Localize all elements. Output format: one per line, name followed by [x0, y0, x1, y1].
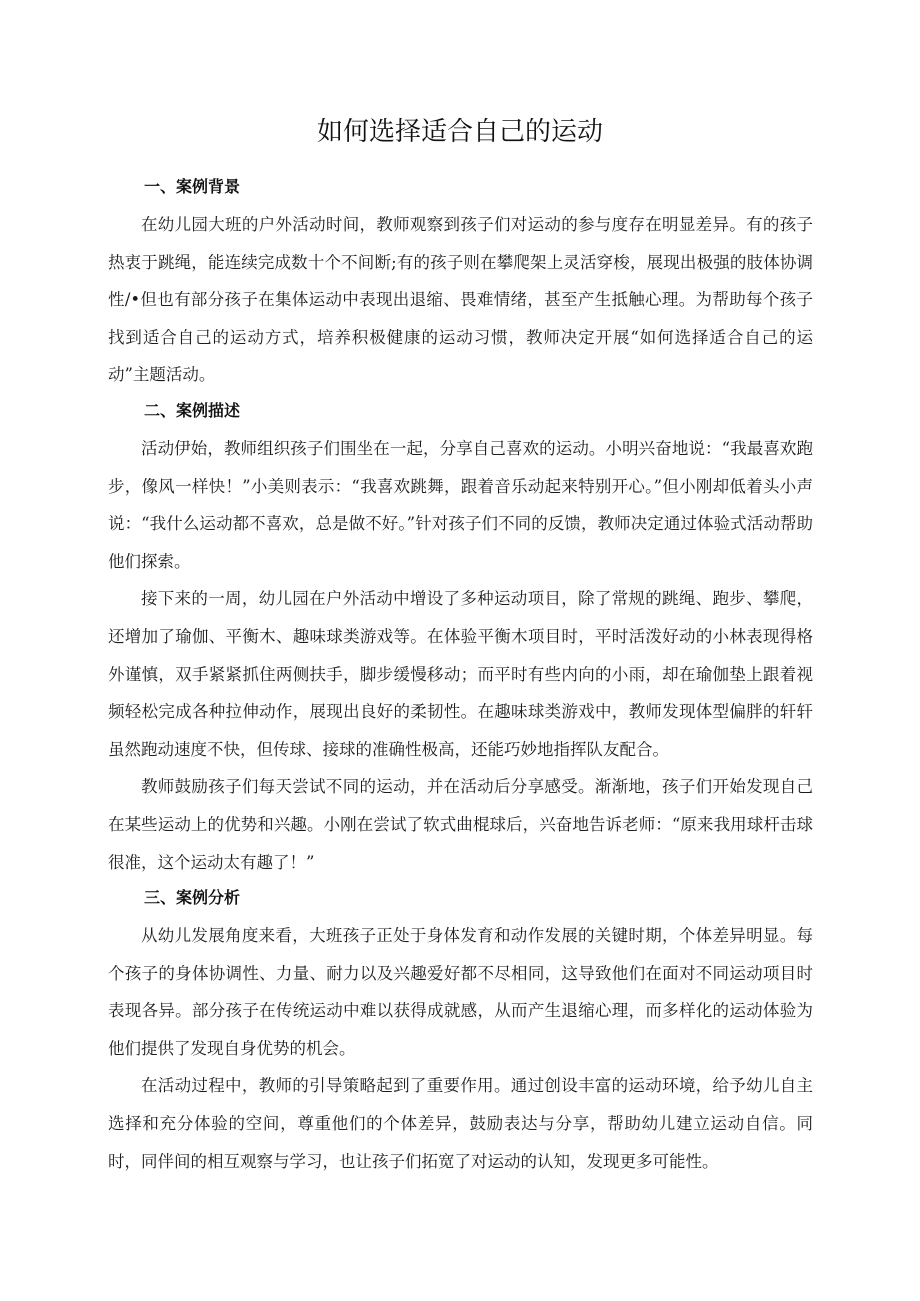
section-heading-description: 二、案例描述 — [144, 400, 241, 420]
paragraph-description-2: 接下来的一周，幼儿园在户外活动中增设了多种运动项目，除了常规的跳绳、跑步、攀爬，还增加了瑜伽、平衡木、趣味球类游戏等。在体验平衡木项目时，平时活泼好动的小林表现得格外谨慎，双手紧紧抓住两侧扶手，脚步缓慢移动；而平时有些内向的小雨，却在瑜伽垫上跟着视频轻松完成各种拉伸动作，展现出良好的柔韧性。在趣味球类游戏中，教师发现体型偏胖的轩轩虽然跑动速度不快，但传球、接球的准确性极高，还能巧妙地指挥队友配合。 — [108, 589, 813, 759]
section-heading-background: 一、案例背景 — [144, 177, 241, 196]
paragraph-background: 在幼儿园大班的户外活动时间，教师观察到孩子们对运动的参与度存在明显差异。有的孩子热衷于跳绳，能连续完成数十个不间断;有的孩子则在攀爬架上灵活穿梭，展现出极强的肢体协调性/•但也有部分孩子在集体运动中表现出退缩、畏难情绪，甚至产生抵触心理。为帮助每个孩子找到适合自己的运动方式，培养积极健康的运动习惯，教师决定开展“如何选择适合自己的运动”主题活动。 — [108, 215, 813, 385]
paragraph-description-1: 活动伊始，教师组织孩子们围坐在一起，分享自己喜欢的运动。小明兴奋地说：“我最喜欢跑步，像风一样快！”小美则表示：“我喜欢跳舞，跟着音乐动起来特别开心。”但小刚却低着头小声说：“我什么运动都不喜欢，总是做不好。”针对孩子们不同的反馈，教师决定通过体验式活动帮助他们探索。 — [108, 438, 813, 571]
page-title: 如何选择适合自己的运动 — [316, 117, 603, 147]
paragraph-analysis-1: 从幼儿发展角度来看，大班孩子正处于身体发育和动作发展的关键时期，个体差异明显。每个孩子的身体协调性、力量、耐力以及兴趣爱好都不尽相同，这导致他们在面对不同运动项目时表现各异。部分孩子在传统运动中难以获得成就感，从而产生退缩心理，而多样化的运动体验为他们提供了发现自身优势的机会。 — [108, 926, 813, 1058]
paragraph-description-3: 教师鼓励孩子们每天尝试不同的运动，并在活动后分享感受。渐渐地，孩子们开始发现自己在某些运动上的优势和兴趣。小刚在尝试了软式曲棍球后，兴奋地告诉老师：“原来我用球杆击球很准，这个运动太有趣了！” — [108, 777, 813, 872]
section-heading-analysis: 三、案例分析 — [144, 888, 241, 908]
paragraph-analysis-2: 在活动过程中，教师的引导策略起到了重要作用。通过创设丰富的运动环境，给予幼儿自主选择和充分体验的空间，尊重他们的个体差异，鼓励表达与分享，帮助幼儿建立运动自信。同时，同伴间的相互观察与学习，也让孩子们拓宽了对运动的认知，发现更多可能性。 — [108, 1076, 813, 1171]
document-body — [108, 172, 813, 1180]
